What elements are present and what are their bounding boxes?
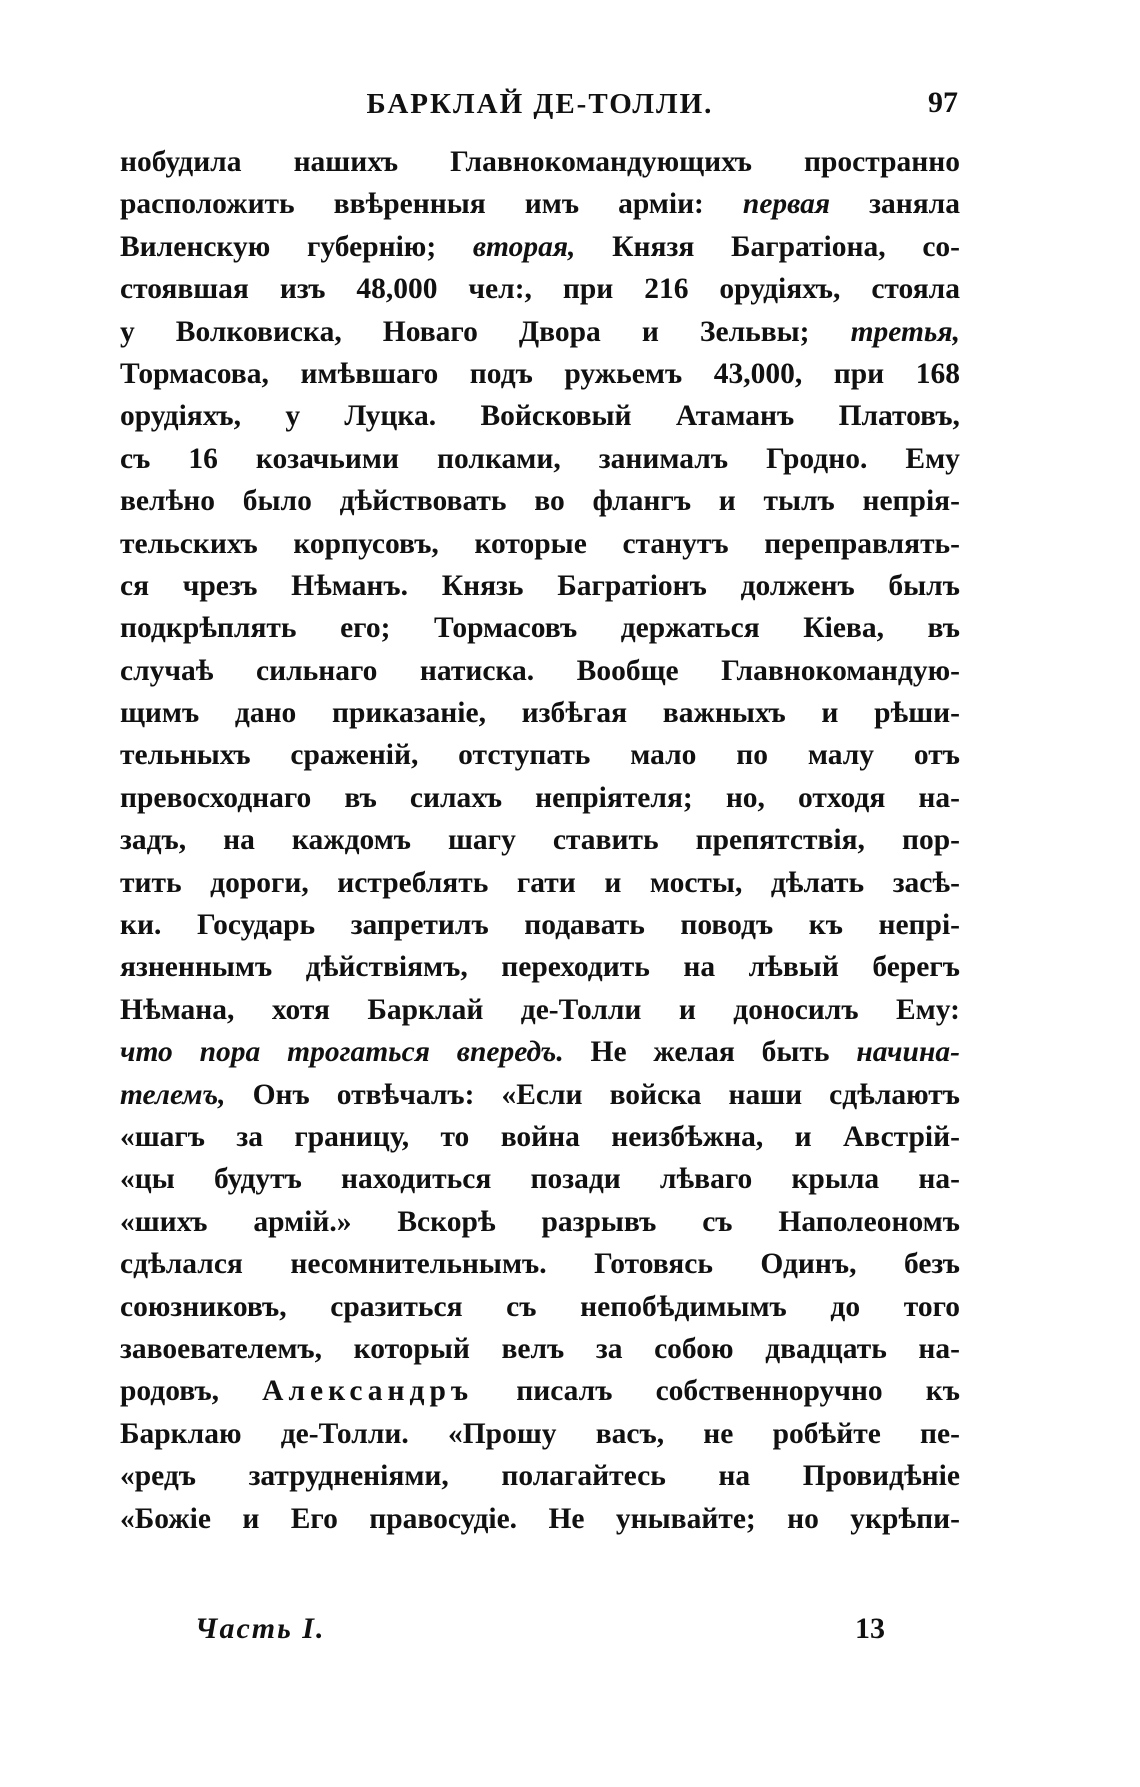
word: сдѣлался <box>120 1248 243 1281</box>
word: держаться <box>620 612 760 645</box>
word: неизбѣжна, <box>611 1120 764 1153</box>
word: имъ <box>524 188 580 221</box>
word: завоевателемъ, <box>120 1332 322 1365</box>
text-line <box>120 1201 960 1243</box>
word: запретилъ <box>350 909 489 942</box>
word: арміи: <box>618 188 704 221</box>
word: Двора <box>518 315 601 348</box>
word: но, <box>725 781 765 814</box>
word: и <box>641 315 659 348</box>
text-line <box>120 650 960 692</box>
word: «шагъ <box>120 1120 205 1153</box>
word: наши <box>728 1078 803 1111</box>
word: сразиться <box>330 1290 463 1323</box>
word: «Прошу <box>447 1417 557 1450</box>
word: что <box>120 1036 173 1069</box>
word: на <box>223 824 255 857</box>
page-number: 97 <box>928 86 958 119</box>
word: Князя <box>612 230 695 263</box>
word: Волковиска, <box>175 315 342 348</box>
word: случаѣ <box>120 654 214 687</box>
word: сраженій, <box>290 739 419 772</box>
word: корпусовъ, <box>293 527 439 560</box>
word: заняла <box>869 188 960 221</box>
word: Провидѣніе <box>802 1460 960 1493</box>
word: дѣйствовать <box>339 485 507 518</box>
word: тылъ <box>763 485 835 518</box>
word: безъ <box>903 1248 960 1281</box>
word: Австрій- <box>842 1120 960 1153</box>
word: укрѣпи- <box>850 1502 960 1535</box>
word: приказаніе, <box>332 697 486 730</box>
word: чрезъ <box>182 569 258 602</box>
word: поводъ <box>680 909 774 942</box>
word: съ <box>702 1205 733 1238</box>
word: велѣно <box>120 485 216 518</box>
word: у <box>120 315 135 348</box>
body-text <box>120 141 960 1540</box>
signature-mark: Часть I. <box>195 1612 326 1645</box>
word: непрі- <box>878 909 960 942</box>
word: рѣши- <box>874 697 960 730</box>
word: задъ, <box>120 824 187 857</box>
word: Одинъ, <box>760 1248 857 1281</box>
word: 16 <box>188 442 218 475</box>
word: сильнаго <box>255 654 378 687</box>
word: занималъ <box>598 442 729 475</box>
word: подавать <box>524 909 645 942</box>
word: и <box>718 485 736 518</box>
word: къ <box>925 1375 960 1408</box>
word: лѣваго <box>659 1163 753 1196</box>
word: Новаго <box>382 315 478 348</box>
word: превосходнаго <box>120 781 312 814</box>
word: собою <box>654 1332 734 1365</box>
word: въ <box>927 612 960 645</box>
text-line <box>120 1370 960 1412</box>
text-line <box>120 268 960 310</box>
word: на- <box>918 781 960 814</box>
word: войска <box>609 1078 702 1111</box>
running-title: БАРКЛАЙ ДЕ-ТОЛЛИ. <box>366 88 714 120</box>
word: то <box>440 1120 470 1153</box>
word: васъ, <box>595 1417 665 1450</box>
word: ружьемъ <box>564 357 683 390</box>
word: препятствія, <box>695 824 865 857</box>
word: имѣвшаго <box>300 357 439 390</box>
word: доносилъ <box>733 993 859 1026</box>
text-line <box>120 523 960 565</box>
word: подъ <box>469 357 533 390</box>
word: переходить <box>501 951 650 984</box>
text-line <box>120 438 960 480</box>
word: 168 <box>915 357 960 390</box>
text-line <box>120 1116 960 1158</box>
word: Тормасовъ <box>433 612 578 645</box>
word: того <box>903 1290 960 1323</box>
word: де-Толли. <box>280 1417 409 1450</box>
word: отъ <box>913 739 960 772</box>
word: истреблять <box>337 866 489 899</box>
signature-number: 13 <box>855 1612 885 1645</box>
word: 216 <box>644 273 689 306</box>
word: находиться <box>340 1163 492 1196</box>
word: былъ <box>888 569 960 602</box>
word: «Божіе <box>120 1502 211 1535</box>
word: телемъ, <box>120 1078 226 1111</box>
word: гати <box>516 866 576 899</box>
word: съ <box>120 442 151 475</box>
text-line <box>120 607 960 649</box>
word: впередъ. <box>456 1036 564 1069</box>
word: Главнокомандующихъ <box>450 146 752 178</box>
word: дѣлать <box>770 866 865 899</box>
word: унывайте; <box>615 1502 756 1535</box>
text-line <box>120 989 960 1031</box>
word: родовъ, <box>120 1375 220 1408</box>
word: армій.» <box>253 1205 352 1238</box>
word: стоявшая <box>120 273 249 306</box>
text-line <box>120 734 960 776</box>
word: Вообще <box>576 654 679 687</box>
word: Нѣманъ. <box>291 569 408 602</box>
word: нобудила <box>120 146 242 178</box>
word: было <box>242 485 312 518</box>
word: велъ <box>501 1332 565 1365</box>
word: дѣйствіямъ, <box>305 951 468 984</box>
word: непріятеля; <box>535 781 693 814</box>
word: Тормасова, <box>120 357 269 390</box>
word: Барклай <box>367 993 484 1026</box>
word: не <box>703 1417 734 1450</box>
word: Багратіона, <box>731 230 886 263</box>
text-line <box>120 311 960 353</box>
word: на <box>683 951 716 984</box>
word: начина- <box>856 1036 960 1069</box>
word: Его <box>290 1502 338 1535</box>
word: непрія- <box>862 485 960 518</box>
word: ки. <box>120 909 162 942</box>
word: Александръ <box>262 1375 474 1408</box>
word: изъ <box>279 273 326 306</box>
word: долженъ <box>740 569 855 602</box>
word: и <box>242 1502 260 1535</box>
word: пе- <box>920 1417 960 1450</box>
word: непобѣдимымъ <box>580 1290 787 1323</box>
word: пора <box>199 1036 261 1069</box>
word: на <box>718 1460 751 1493</box>
text-line <box>120 480 960 522</box>
word: Главнокомандую- <box>721 654 960 687</box>
text-line <box>120 1286 960 1328</box>
text-line <box>120 1031 960 1073</box>
word: Наполеономъ <box>778 1205 960 1238</box>
word: но <box>787 1502 819 1535</box>
word: полками, <box>437 442 561 475</box>
text-line <box>120 777 960 819</box>
word: Готовясь <box>594 1248 713 1281</box>
word: его; <box>340 612 391 645</box>
word: ввѣренныя <box>333 188 486 221</box>
word: позади <box>530 1163 621 1196</box>
word: натиска. <box>419 654 535 687</box>
text-line <box>120 1328 960 1370</box>
word: и <box>821 697 839 730</box>
word: писалъ <box>516 1375 613 1408</box>
word: силахъ <box>409 781 503 814</box>
word: флангъ <box>592 485 692 518</box>
word: при <box>562 273 614 306</box>
word: каждомъ <box>291 824 411 857</box>
text-line <box>120 565 960 607</box>
text-line <box>120 1413 960 1455</box>
word: первая <box>742 188 831 221</box>
word: затрудненіями, <box>248 1460 449 1493</box>
word: мосты, <box>649 866 743 899</box>
word: полагайтесь <box>501 1460 666 1493</box>
text-line <box>120 141 960 183</box>
word: чел:, <box>468 273 532 306</box>
text-line <box>120 1455 960 1497</box>
text-line <box>120 904 960 946</box>
word: козачьими <box>255 442 399 475</box>
word: желая <box>653 1036 735 1069</box>
word: за <box>236 1120 263 1153</box>
word: станутъ <box>622 527 729 560</box>
text-line <box>120 1158 960 1200</box>
word: лѣвый <box>748 951 839 984</box>
word: Ему: <box>896 993 960 1026</box>
word: переправлять- <box>764 527 960 560</box>
word: Зельвы; <box>699 315 810 348</box>
word: Ему <box>905 442 960 475</box>
word: малу <box>807 739 875 772</box>
word: расположить <box>120 188 295 221</box>
word: правосудіе. <box>369 1502 518 1535</box>
word: трогаться <box>287 1036 430 1069</box>
word: тельскихъ <box>120 527 258 560</box>
word: будутъ <box>213 1163 302 1196</box>
text-line <box>120 226 960 268</box>
word: на- <box>918 1163 960 1196</box>
word: «шихъ <box>120 1205 208 1238</box>
word: тить <box>120 866 182 899</box>
word: отступать <box>458 739 591 772</box>
word: на- <box>918 1332 960 1365</box>
word: къ <box>808 909 843 942</box>
word: Войсковый <box>480 400 632 433</box>
page-header <box>120 80 960 130</box>
word: ся <box>120 569 150 602</box>
word: де-Толли <box>520 993 642 1026</box>
word: губернію; <box>306 230 437 263</box>
word: разрывъ <box>541 1205 657 1238</box>
text-line <box>120 692 960 734</box>
text-line <box>120 946 960 988</box>
word: въ <box>344 781 377 814</box>
word: дороги, <box>210 866 309 899</box>
word: засѣ- <box>892 866 960 899</box>
word: у <box>285 400 301 433</box>
word: ставить <box>552 824 659 857</box>
word: третья, <box>850 315 960 348</box>
word: щимъ <box>120 697 200 730</box>
page-footer <box>195 1612 895 1656</box>
word: 48,000 <box>356 273 438 306</box>
word: Барклаю <box>120 1417 242 1450</box>
word: Не <box>548 1502 585 1535</box>
word: быть <box>761 1036 830 1069</box>
word: Багратіонъ <box>557 569 707 602</box>
text-line <box>120 1498 960 1540</box>
word: сдѣлаютъ <box>829 1078 960 1111</box>
word: пор- <box>901 824 960 857</box>
text-line <box>120 1074 960 1116</box>
word: со- <box>922 230 960 263</box>
word: до <box>830 1290 861 1323</box>
word: дано <box>234 697 297 730</box>
word: хотя <box>271 993 330 1026</box>
word: «цы <box>120 1163 175 1196</box>
word: Гродно. <box>766 442 868 475</box>
text-line <box>120 395 960 437</box>
text-line <box>120 353 960 395</box>
word: язненнымъ <box>120 951 273 984</box>
word: стояла <box>871 273 960 306</box>
word: при <box>833 357 885 390</box>
word: мало <box>630 739 697 772</box>
word: несомнительнымъ. <box>290 1248 547 1281</box>
word: орудіяхъ, <box>120 400 241 433</box>
word: Кіева, <box>803 612 884 645</box>
word: союзниковъ, <box>120 1290 287 1323</box>
word: Атаманъ <box>675 400 795 433</box>
word: «редъ <box>120 1460 196 1493</box>
word: подкрѣплять <box>120 612 297 645</box>
word: Луцка. <box>344 400 437 433</box>
word: берегъ <box>872 951 960 984</box>
text-line <box>120 819 960 861</box>
word: 43,000, <box>713 357 803 390</box>
word: Вскорѣ <box>397 1205 496 1238</box>
word: отходя <box>798 781 886 814</box>
word: Не <box>590 1036 627 1069</box>
word: «Если <box>501 1078 583 1111</box>
word: Государь <box>196 909 316 942</box>
word: Онъ <box>252 1078 310 1111</box>
word: крыла <box>791 1163 880 1196</box>
word: двадцать <box>765 1332 887 1365</box>
word: который <box>353 1332 470 1365</box>
text-line <box>120 183 960 225</box>
word: съ <box>506 1290 537 1323</box>
word: которые <box>474 527 587 560</box>
word: война <box>500 1120 580 1153</box>
word: и <box>604 866 622 899</box>
text-line <box>120 862 960 904</box>
word: тельныхъ <box>120 739 251 772</box>
word: робѣйте <box>772 1417 881 1450</box>
word: во <box>534 485 565 518</box>
word: Виленскую <box>120 230 271 263</box>
word: Нѣмана, <box>120 993 235 1026</box>
word: по <box>736 739 769 772</box>
word: Платовъ, <box>838 400 960 433</box>
word: нашихъ <box>293 146 399 178</box>
word: за <box>595 1332 623 1365</box>
word: и <box>794 1120 812 1153</box>
word: границу, <box>294 1120 410 1153</box>
word: шагу <box>448 824 516 857</box>
word: пространно <box>803 146 960 178</box>
text-line <box>120 1243 960 1285</box>
word: избѣгая <box>521 697 628 730</box>
word: важныхъ <box>662 697 786 730</box>
word: отвѣчалъ: <box>336 1078 475 1111</box>
word: орудіяхъ, <box>719 273 841 306</box>
word: собственноручно <box>655 1375 883 1408</box>
word: и <box>678 993 696 1026</box>
word: Князь <box>441 569 524 602</box>
word: вторая, <box>472 230 576 263</box>
